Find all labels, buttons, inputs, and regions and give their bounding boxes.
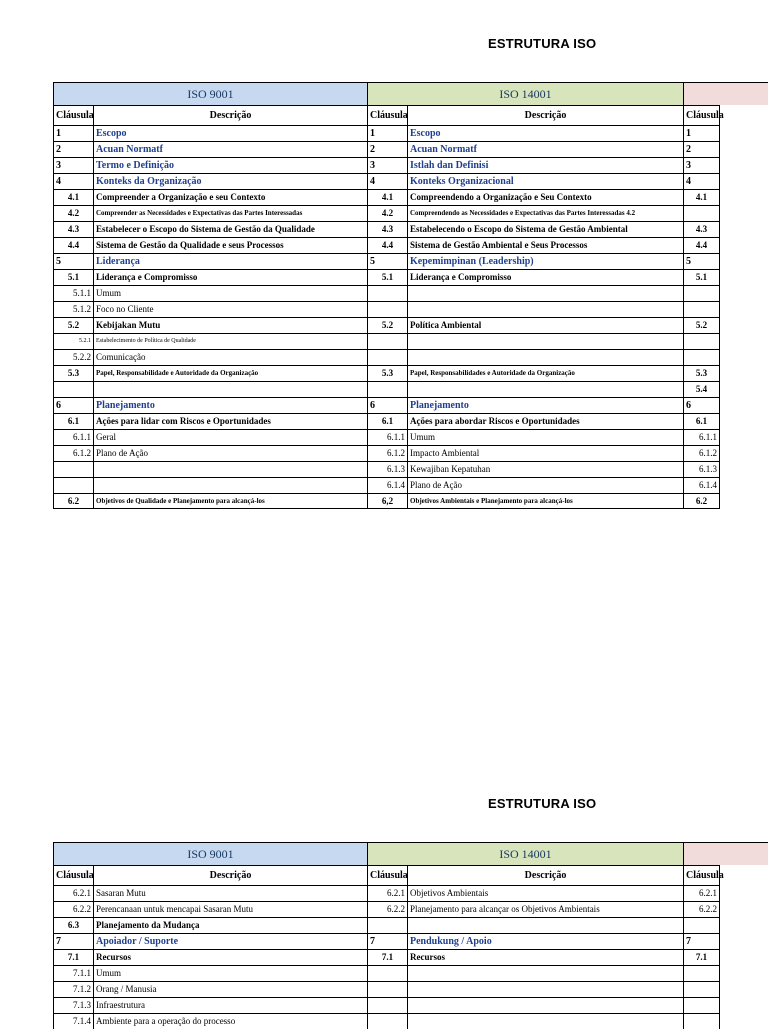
third-standard-clause-number: 7 [683,933,720,949]
iso14001-clause-description: Compreendendo as Necessidades e Expectativas das Partes Interessadas 4.2 [407,205,683,221]
iso14001-clause-number: 6,2 [367,493,407,509]
third-standard-clause-number: 2 [683,141,720,157]
iso14001-clause-description: Planejamento para alcançar os Objetivos Ambientais [407,901,683,917]
clause-header: Cláusula [367,865,407,885]
iso14001-clause-number: 4.1 [367,189,407,205]
third-standard-clause-number [683,205,720,221]
iso9001-clause-number: 5.2 [53,317,93,333]
iso9001-clause-number: 4.1 [53,189,93,205]
iso9001-clause-number: 6.1.1 [53,429,93,445]
iso9001-clause-description [93,477,367,493]
iso14001-clause-description: Acuan Normatf [407,141,683,157]
iso14001-clause-number: 4.3 [367,221,407,237]
clause-header: Cláusula [53,105,93,125]
iso14001-clause-number [367,965,407,981]
iso9001-clause-description: Recursos [93,949,367,965]
iso14001-clause-description: Recursos [407,949,683,965]
iso9001-clause-number: 5 [53,253,93,269]
iso14001-clause-description [407,285,683,301]
third-standard-clause-number: 6.1.2 [683,445,720,461]
description-header: Descrição [93,105,367,125]
iso9001-clause-number: 2 [53,141,93,157]
iso14001-title: ISO 14001 [367,842,683,865]
iso9001-clause-number: 6.2.1 [53,885,93,901]
iso14001-clause-description: Compreendendo a Organização e Seu Contexto [407,189,683,205]
iso14001-clause-description: Sistema de Gestão Ambiental e Seus Processos [407,237,683,253]
iso9001-clause-number: 7.1.3 [53,997,93,1013]
third-standard-clause-number: 6.2 [683,493,720,509]
iso14001-clause-number: 5.3 [367,365,407,381]
iso14001-clause-number: 7 [367,933,407,949]
iso14001-clause-description: Istlah dan Definisi [407,157,683,173]
iso9001-clause-description: Estabelecimento de Política de Qualidade [93,333,367,349]
iso14001-clause-description: Impacto Ambiental [407,445,683,461]
third-standard-clause-number: 6.2.1 [683,885,720,901]
iso14001-clause-description: Kewajiban Kepatuhan [407,461,683,477]
iso9001-clause-number: 4.2 [53,205,93,221]
iso9001-clause-number: 4.4 [53,237,93,253]
iso9001-clause-description: Sasaran Mutu [93,885,367,901]
iso14001-clause-number: 6 [367,397,407,413]
third-standard-clause-number: 5.2 [683,317,720,333]
iso14001-clause-number: 6.1.3 [367,461,407,477]
iso9001-clause-number [53,477,93,493]
iso14001-clause-description: Ações para abordar Riscos e Oportunidades [407,413,683,429]
iso14001-clause-description [407,333,683,349]
iso14001-clause-number [367,301,407,317]
iso9001-clause-description: Kebijakan Mutu [93,317,367,333]
iso14001-clause-number: 6.1.1 [367,429,407,445]
iso14001-clause-number: 4 [367,173,407,189]
third-standard-clause-number [683,981,720,997]
iso14001-clause-number: 1 [367,125,407,141]
iso9001-clause-description [93,381,367,397]
iso9001-clause-number: 6.1.2 [53,445,93,461]
iso9001-clause-number: 6.2.2 [53,901,93,917]
iso14001-clause-description [407,981,683,997]
iso9001-clause-number: 6.3 [53,917,93,933]
iso9001-clause-number: 6.2 [53,493,93,509]
iso14001-clause-number [367,1013,407,1029]
clause-header: Cláusula [683,865,720,885]
third-standard-clause-number [683,285,720,301]
iso9001-clause-description: Plano de Ação [93,445,367,461]
iso14001-clause-number: 4.4 [367,237,407,253]
third-standard-clause-number: 4.4 [683,237,720,253]
iso9001-clause-number: 7.1.2 [53,981,93,997]
iso9001-clause-number [53,381,93,397]
iso14001-clause-number: 4.2 [367,205,407,221]
iso9001-clause-description: Objetivos de Qualidade e Planejamento para alcançá-los [93,493,367,509]
iso14001-clause-number: 3 [367,157,407,173]
iso9001-clause-number: 3 [53,157,93,173]
iso9001-clause-description: Ações para lidar com Riscos e Oportunidades [93,413,367,429]
iso9001-clause-description: Liderança e Compromisso [93,269,367,285]
third-standard-clause-number: 6 [683,397,720,413]
third-standard-clause-number [683,965,720,981]
iso14001-clause-number [367,285,407,301]
iso14001-clause-number: 6.2.1 [367,885,407,901]
iso14001-clause-description: Papel, Responsabilidades e Autoridade da Organização [407,365,683,381]
iso9001-clause-description: Liderança [93,253,367,269]
iso14001-title: ISO 14001 [367,82,683,105]
third-standard-clause-number: 6.1.4 [683,477,720,493]
iso14001-clause-number: 6.1.2 [367,445,407,461]
third-standard-clause-number: 4 [683,173,720,189]
iso9001-clause-description: Planejamento da Mudança [93,917,367,933]
iso9001-clause-number: 7.1.4 [53,1013,93,1029]
third-standard-title [683,842,768,865]
iso9001-clause-description: Estabelecer o Escopo do Sistema de Gestão da Qualidade [93,221,367,237]
iso14001-clause-number [367,917,407,933]
iso14001-clause-description: Konteks Organizacional [407,173,683,189]
third-standard-clause-number [683,1013,720,1029]
iso9001-clause-number: 5.1.2 [53,301,93,317]
iso14001-clause-description: Planejamento [407,397,683,413]
iso9001-clause-description: Acuan Normatf [93,141,367,157]
third-standard-clause-number [683,333,720,349]
third-standard-clause-number [683,997,720,1013]
third-standard-clause-number: 5.4 [683,381,720,397]
description-header: Descrição [407,865,683,885]
third-standard-clause-number: 6.2.2 [683,901,720,917]
iso14001-clause-number: 6.1.4 [367,477,407,493]
iso9001-clause-description: Foco no Cliente [93,301,367,317]
iso9001-clause-description: Sistema de Gestão da Qualidade e seus Processos [93,237,367,253]
iso14001-clause-description: Política Ambiental [407,317,683,333]
third-standard-clause-number: 7.1 [683,949,720,965]
iso14001-clause-number [367,349,407,365]
page-title: ESTRUTURA ISO [488,796,597,811]
iso9001-clause-description: Papel, Responsabilidade e Autoridade da Organização [93,365,367,381]
iso9001-clause-description: Infraestrutura [93,997,367,1013]
iso14001-clause-number: 6.1 [367,413,407,429]
third-standard-clause-number: 4.1 [683,189,720,205]
iso9001-clause-number: 7 [53,933,93,949]
iso9001-clause-number: 6.1 [53,413,93,429]
iso14001-clause-number: 7.1 [367,949,407,965]
iso9001-clause-description: Perencanaan untuk mencapai Sasaran Mutu [93,901,367,917]
iso14001-clause-number: 5 [367,253,407,269]
third-standard-clause-number: 5.1 [683,269,720,285]
description-header: Descrição [93,865,367,885]
iso9001-clause-description: Ambiente para a operação do processo [93,1013,367,1029]
iso9001-clause-description: Planejamento [93,397,367,413]
third-standard-title [683,82,768,105]
iso14001-clause-description: Objetivos Ambientais [407,885,683,901]
iso14001-clause-number [367,333,407,349]
iso9001-clause-description: Orang / Manusia [93,981,367,997]
iso9001-clause-description: Umum [93,965,367,981]
third-standard-clause-number: 1 [683,125,720,141]
iso9001-clause-number: 5.3 [53,365,93,381]
iso14001-clause-number: 5.2 [367,317,407,333]
iso14001-clause-description [407,917,683,933]
iso14001-clause-description [407,1013,683,1029]
iso9001-clause-description: Konteks da Organização [93,173,367,189]
third-standard-clause-number: 6.1.1 [683,429,720,445]
iso14001-clause-number: 6.2.2 [367,901,407,917]
iso14001-clause-description [407,349,683,365]
clause-header: Cláusula [683,105,720,125]
iso14001-clause-description: Estabelecendo o Escopo do Sistema de Gestão Ambiental [407,221,683,237]
clause-header: Cláusula [367,105,407,125]
iso14001-clause-number [367,997,407,1013]
third-standard-clause-number [683,349,720,365]
iso9001-clause-number: 1 [53,125,93,141]
iso14001-clause-number: 5.1 [367,269,407,285]
third-standard-clause-number: 3 [683,157,720,173]
iso14001-clause-number [367,981,407,997]
iso9001-clause-number [53,461,93,477]
iso14001-clause-description: Plano de Ação [407,477,683,493]
third-standard-clause-number [683,917,720,933]
iso14001-clause-description: Liderança e Compromisso [407,269,683,285]
iso9001-clause-number: 7.1 [53,949,93,965]
iso9001-title: ISO 9001 [53,82,367,105]
iso9001-clause-number: 7.1.1 [53,965,93,981]
third-standard-clause-number: 5.3 [683,365,720,381]
iso14001-clause-description: Objetivos Ambientais e Planejamento para alcançá-los [407,493,683,509]
iso9001-clause-description: Compreender a Organização e seu Contexto [93,189,367,205]
description-header: Descrição [407,105,683,125]
iso9001-clause-number: 5.1.1 [53,285,93,301]
clause-header: Cláusula [53,865,93,885]
iso9001-clause-number: 5.1 [53,269,93,285]
iso14001-clause-description: Umum [407,429,683,445]
iso14001-clause-description [407,381,683,397]
iso9001-clause-description: Comunicação [93,349,367,365]
iso14001-clause-description [407,997,683,1013]
iso14001-clause-number [367,381,407,397]
page-title: ESTRUTURA ISO [488,36,597,51]
iso14001-clause-description: Pendukung / Apoio [407,933,683,949]
iso9001-clause-description: Termo e Definição [93,157,367,173]
iso9001-clause-number: 6 [53,397,93,413]
iso9001-clause-description [93,461,367,477]
third-standard-clause-number: 5 [683,253,720,269]
iso9001-clause-number: 5.2.2 [53,349,93,365]
iso14001-clause-description: Kepemimpinan (Leadership) [407,253,683,269]
iso9001-clause-number: 4 [53,173,93,189]
third-standard-clause-number: 6.1.3 [683,461,720,477]
iso9001-title: ISO 9001 [53,842,367,865]
iso9001-clause-number: 5.2.1 [53,333,93,349]
iso9001-clause-description: Umum [93,285,367,301]
third-standard-clause-number: 6.1 [683,413,720,429]
iso9001-clause-description: Compreender as Necessidades e Expectativas das Partes Interessadas [93,205,367,221]
iso14001-clause-number: 2 [367,141,407,157]
third-standard-clause-number [683,301,720,317]
iso14001-clause-description [407,301,683,317]
iso14001-clause-description [407,965,683,981]
iso14001-clause-description: Escopo [407,125,683,141]
iso9001-clause-description: Geral [93,429,367,445]
iso9001-clause-description: Apoiador / Suporte [93,933,367,949]
third-standard-clause-number: 4.3 [683,221,720,237]
iso9001-clause-number: 4.3 [53,221,93,237]
iso9001-clause-description: Escopo [93,125,367,141]
